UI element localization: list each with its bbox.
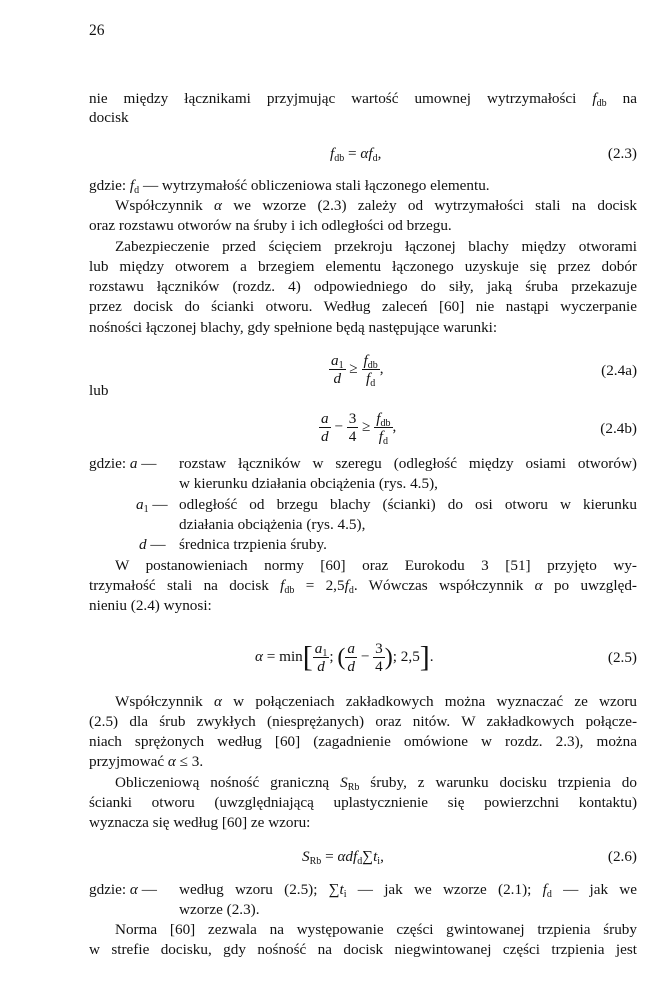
text-line: (2.5) dla śrub zwykłych (niesprężanych) oraz nitów. W zakładkowych połącze- (89, 713, 637, 730)
text-line: gdzie: $f_d$ — wytrzymałość obliczeniowa stali łączonego elementu. (89, 177, 490, 196)
text-line: nośności łączonej blachy, gdy spełnione będą następujące warunki: (89, 319, 498, 336)
text-line: lub między otworem a brzegiem elementu łączonego uzyskuje się przez dobór (89, 258, 637, 275)
page-number: 26 (89, 22, 105, 39)
text-line: niach sprężonych według [60] (zagadnienie omówione w rozdz. 2.3), można (89, 733, 637, 750)
equation-number: (2.5) (607, 649, 637, 666)
text-line: Zabezpieczenie przed ścięciem przekroju łączonej blachy między otworami (115, 238, 637, 255)
text-line: W postanowieniach normy [60] oraz Eurokodu 3 [51] przyjęto wy- (115, 557, 637, 574)
equation-2-3: $f_{db} = \alpha f_d$, (330, 145, 382, 164)
text-line: trzymałość stali na docisk $f_{db} = 2,5f_d$. Wówczas współczynnik α po uwzględ- (89, 577, 637, 596)
text-line: przyjmować α ≤ 3. (89, 753, 204, 770)
equation-2-5: α = min[ $\frac{a_1}{d}$ ; ( $\frac{a}{d}$ − $\frac{3}{4}$ ); 2,5]. (255, 640, 434, 675)
equation-number: (2.4a) (601, 362, 637, 379)
text-line: rozstawu łączników (rozdz. 4) odpowiedniego do siły, jaką śruba przekazuje (89, 278, 637, 295)
text-line: oraz rozstawu otworów na śruby i ich odległości od brzegu. (89, 217, 452, 234)
text-line: lub (89, 382, 109, 399)
text-line: ścianki otworu (uwzględniającą uplastycznienie się powierzchni kontaktu) (89, 794, 637, 811)
equation-2-4b: $\frac{a}{d}$ − $\frac{3}{4}$ ≥ $\frac{f_{db}}{f_d}$ , (321, 410, 397, 447)
text-line: wyznacza się według [60] ze wzoru: (89, 814, 311, 831)
text-line: nieniu (2.4) wynosi: (89, 597, 212, 614)
equation-number: (2.4b) (600, 420, 637, 437)
equation-2-6: $S_{Rb} = \alpha df_d\sum t_i$, (302, 848, 384, 867)
equation-number: (2.3) (607, 145, 637, 162)
text-line: nie między łącznikami przyjmując wartość umownej wytrzymałości $f_{db}$ na (89, 90, 637, 109)
text-line: docisk (89, 109, 129, 126)
text-line: Obliczeniową nośność graniczną $S_{Rb}$ śruby, z warunku docisku trzpienia do (115, 774, 637, 793)
equation-2-4a: $\frac{a_1}{d}$ ≥ $\frac{f_{db}}{f_d}$ , (331, 352, 384, 389)
text-line: Norma [60] zezwala na występowanie części gwintowanej trzpienia śruby (115, 921, 637, 938)
text-line: Współczynnik α we wzorze (2.3) zależy od wytrzymałości stali na docisk (115, 197, 637, 214)
text-line: przez docisk do ścianki otworu. Według zaleceń [60] nie nastąpi wyczerpanie (89, 298, 637, 315)
text-line: w strefie docisku, gdy nośność na docisk niegwintowanej części trzpienia jest (89, 941, 637, 958)
text-line: Współczynnik α w połączeniach zakładkowych można wyznaczać ze wzoru (115, 693, 638, 710)
equation-number: (2.6) (607, 848, 637, 865)
